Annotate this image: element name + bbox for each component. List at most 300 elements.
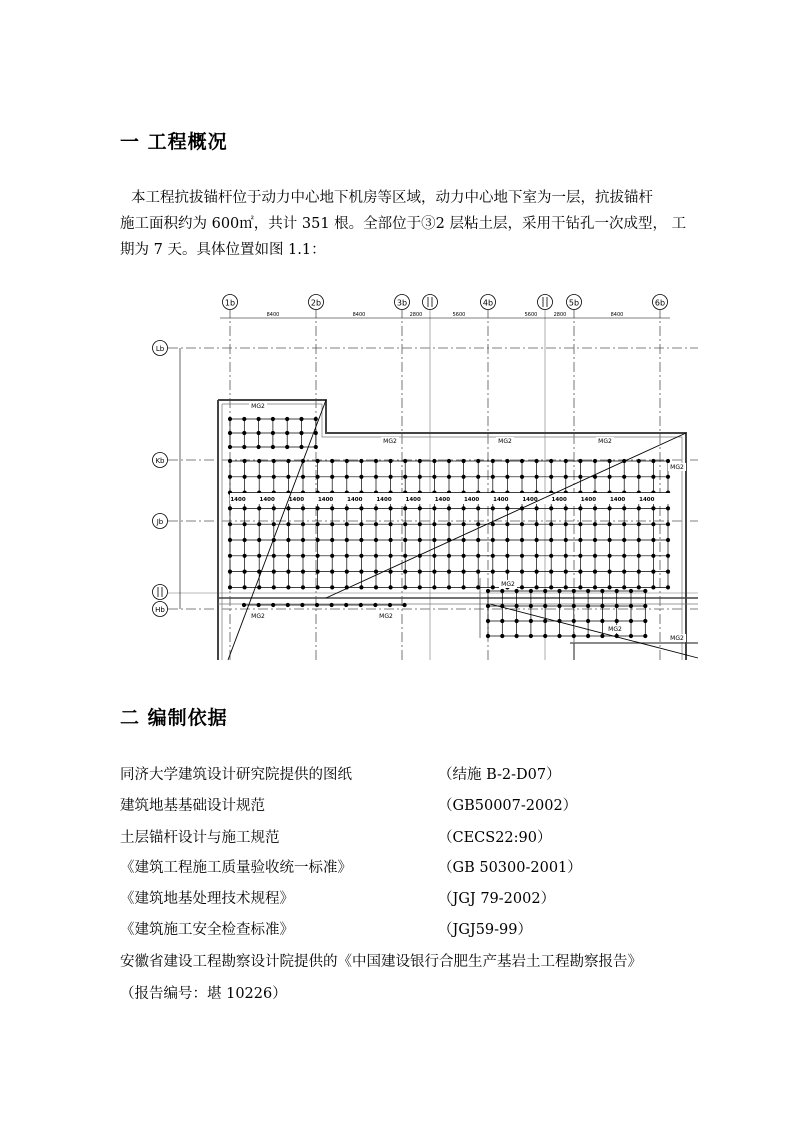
anchor-point	[345, 522, 349, 526]
reference-code: （CECS22:90）	[438, 830, 552, 846]
anchor-point	[418, 475, 422, 479]
anchor-point	[243, 570, 247, 574]
axis-bubble	[153, 585, 168, 600]
anchor-point	[505, 538, 509, 542]
grid-dimension-label: 1400	[288, 497, 305, 503]
anchor-point	[228, 554, 232, 558]
anchor-point	[301, 538, 305, 542]
anchor-point	[608, 585, 612, 589]
anchor-point	[228, 431, 232, 435]
anchor-point	[374, 554, 378, 558]
anchor-point	[257, 538, 261, 542]
anchor-point	[543, 634, 547, 638]
anchor-point	[549, 506, 553, 510]
anchor-point	[359, 585, 363, 589]
axis-label: Lb	[155, 345, 165, 353]
anchor-point	[520, 538, 524, 542]
mg-label: MG2	[608, 626, 622, 633]
plan-svg	[150, 288, 700, 663]
grid-dimension-label: 1400	[639, 497, 655, 503]
anchor-point	[491, 459, 495, 463]
anchor-point	[462, 522, 466, 526]
anchor-point	[515, 634, 519, 638]
anchor-point	[637, 538, 641, 542]
anchor-point	[593, 522, 597, 526]
anchor-point	[476, 475, 480, 479]
anchor-point	[447, 506, 451, 510]
mg-label: MG2	[498, 438, 512, 445]
anchor-point	[593, 538, 597, 542]
report-number: （报告编号：堪 10226）	[120, 986, 287, 1002]
anchor-point	[564, 538, 568, 542]
anchor-point	[316, 538, 320, 542]
anchor-point	[301, 522, 305, 526]
axis-label: 6b	[654, 298, 666, 308]
anchor-point	[316, 459, 320, 463]
anchor-point	[359, 538, 363, 542]
anchor-point	[462, 475, 466, 479]
anchor-point	[491, 570, 495, 574]
anchor-point	[593, 554, 597, 558]
axis-label: Kb	[155, 457, 165, 465]
anchor-point	[272, 522, 276, 526]
anchor-point	[374, 506, 378, 510]
anchor-point	[578, 554, 582, 558]
anchor-point	[286, 603, 290, 607]
intro-line: 期为 7 天。具体位置如图 1.1：	[120, 242, 326, 258]
grid-dimension-label: 1400	[463, 497, 480, 503]
anchor-point	[557, 589, 561, 593]
anchor-point	[651, 554, 655, 558]
mg-label: MG2	[383, 438, 397, 445]
anchor-point	[491, 506, 495, 510]
anchor-point	[615, 604, 619, 608]
anchor-point	[515, 619, 519, 623]
anchor-point	[535, 459, 539, 463]
axis-label: Hb	[155, 606, 165, 614]
anchor-point	[403, 538, 407, 542]
anchor-point	[622, 570, 626, 574]
anchor-point	[491, 522, 495, 526]
anchor-point	[389, 570, 393, 574]
grid-dimension-label: 1400	[580, 497, 597, 503]
dimension-label: 2800	[553, 312, 567, 318]
anchor-point	[316, 475, 320, 479]
grid-dimension-label: 1400	[609, 497, 626, 503]
grid-dimension-label: 1400	[522, 497, 538, 503]
anchor-point	[549, 459, 553, 463]
anchor-point	[243, 522, 247, 526]
anchor-point	[651, 570, 655, 574]
anchor-point	[373, 603, 377, 607]
axis-bubble	[538, 295, 553, 310]
anchor-point	[615, 589, 619, 593]
anchor-point	[359, 475, 363, 479]
anchor-point	[622, 538, 626, 542]
anchor-point	[637, 506, 641, 510]
anchor-point	[301, 570, 305, 574]
anchor-point	[500, 619, 504, 623]
anchor-point	[666, 554, 670, 558]
anchor-point	[301, 475, 305, 479]
section-2-heading: 二 编制依据	[120, 707, 228, 729]
anchor-point	[432, 459, 436, 463]
anchor-point	[243, 459, 247, 463]
anchor-point	[462, 570, 466, 574]
anchor-point	[643, 589, 647, 593]
anchor-point	[286, 538, 290, 542]
anchor-point	[243, 506, 247, 510]
anchor-point	[549, 570, 553, 574]
reference-row	[120, 794, 720, 822]
reference-survey-report: 安徽省建设工程勘察设计院提供的《中国建设银行合肥生产基岩土工程勘察报告》	[120, 954, 642, 970]
anchor-point	[572, 604, 576, 608]
anchor-point	[505, 506, 509, 510]
anchor-point	[600, 619, 604, 623]
anchor-point	[301, 506, 305, 510]
anchor-point	[520, 585, 524, 589]
anchor-point	[330, 459, 334, 463]
anchor-point	[228, 585, 232, 589]
anchor-point	[447, 522, 451, 526]
anchor-point	[228, 506, 232, 510]
anchor-point	[374, 475, 378, 479]
mg-label: MG2	[670, 635, 684, 642]
anchor-point	[491, 475, 495, 479]
anchor-point	[549, 538, 553, 542]
anchor-point	[330, 538, 334, 542]
intro-line: 施工面积约为 600㎡，共计 351 根。全部位于③2 层粘土层，采用干钻孔一次成型， 工	[120, 216, 687, 232]
anchor-point	[637, 459, 641, 463]
anchor-point	[359, 506, 363, 510]
anchor-point	[505, 570, 509, 574]
anchor-point	[447, 585, 451, 589]
anchor-point	[535, 554, 539, 558]
anchor-point	[389, 506, 393, 510]
anchor-point	[403, 506, 407, 510]
anchor-point	[257, 585, 261, 589]
anchor-point	[643, 604, 647, 608]
grid-dimension-label: 1400	[230, 497, 246, 503]
anchor-point	[242, 603, 246, 607]
anchor-point	[543, 619, 547, 623]
anchor-point	[345, 475, 349, 479]
intro-paragraph	[120, 185, 720, 263]
anchor-point	[505, 459, 509, 463]
anchor-point	[316, 585, 320, 589]
anchor-point	[629, 634, 633, 638]
anchor-point	[271, 431, 275, 435]
anchor-point	[666, 475, 670, 479]
anchor-point	[418, 538, 422, 542]
anchor-point	[432, 506, 436, 510]
anchor-point	[228, 445, 232, 449]
anchor-point	[549, 475, 553, 479]
anchor-point	[666, 570, 670, 574]
anchor-point	[535, 570, 539, 574]
grid-dimension-label: 1400	[347, 497, 363, 503]
anchor-point	[403, 475, 407, 479]
anchor-point	[572, 589, 576, 593]
anchor-point	[564, 554, 568, 558]
anchor-point	[535, 538, 539, 542]
anchor-point	[462, 459, 466, 463]
reference-code: （结施 B-2-D07）	[438, 767, 561, 783]
anchor-point	[389, 538, 393, 542]
grid-dimension-label: 1400	[376, 497, 392, 503]
grid-dimension-label: 1400	[259, 497, 275, 503]
anchor-point	[242, 431, 246, 435]
anchor-point	[549, 554, 553, 558]
anchor-point	[359, 459, 363, 463]
anchor-layout-drawing	[150, 288, 700, 663]
anchor-point	[629, 589, 633, 593]
anchor-point	[608, 554, 612, 558]
dimension-label: 5600	[452, 312, 466, 318]
anchor-point	[403, 459, 407, 463]
anchor-point	[403, 554, 407, 558]
anchor-point	[593, 459, 597, 463]
anchor-point	[486, 619, 490, 623]
anchor-point	[243, 538, 247, 542]
anchor-point	[622, 522, 626, 526]
anchor-point	[578, 506, 582, 510]
anchor-point	[257, 417, 261, 421]
anchor-point	[629, 604, 633, 608]
grid-dimension-label: 1400	[317, 497, 334, 503]
anchor-point	[462, 585, 466, 589]
anchor-point	[316, 522, 320, 526]
anchor-point	[272, 506, 276, 510]
reference-row	[120, 763, 720, 791]
anchor-point	[301, 585, 305, 589]
reference-code: （JGJ 79-2002）	[438, 891, 556, 907]
anchor-point	[257, 506, 261, 510]
anchor-point	[491, 554, 495, 558]
anchor-point	[345, 554, 349, 558]
anchor-point	[389, 585, 393, 589]
anchor-point	[529, 634, 533, 638]
anchor-point	[418, 506, 422, 510]
anchor-point	[285, 431, 289, 435]
anchor-point	[228, 538, 232, 542]
anchor-point	[505, 554, 509, 558]
anchor-point	[520, 475, 524, 479]
anchor-point	[330, 570, 334, 574]
anchor-point	[600, 604, 604, 608]
anchor-point	[286, 506, 290, 510]
anchor-point	[359, 603, 363, 607]
anchor-point	[345, 538, 349, 542]
reference-code: （JGJ59-99）	[438, 922, 533, 938]
anchor-point	[447, 570, 451, 574]
anchor-point	[651, 475, 655, 479]
anchor-point	[432, 522, 436, 526]
anchor-point	[593, 585, 597, 589]
anchor-point	[476, 522, 480, 526]
anchor-point	[593, 506, 597, 510]
section-1-heading: 一 工程概况	[120, 131, 228, 153]
anchor-point	[403, 603, 407, 607]
anchor-point	[476, 459, 480, 463]
reference-name: 土层锚杆设计与施工规范	[120, 830, 280, 846]
anchor-point	[301, 554, 305, 558]
anchor-point	[242, 417, 246, 421]
reference-name: 建筑地基基础设计规范	[120, 798, 265, 814]
anchor-point	[330, 506, 334, 510]
anchor-point	[316, 570, 320, 574]
anchor-point	[549, 522, 553, 526]
anchor-point	[272, 585, 276, 589]
anchor-point	[243, 475, 247, 479]
axis-label: 2b	[310, 298, 322, 308]
anchor-point	[564, 506, 568, 510]
anchor-point	[315, 603, 319, 607]
anchor-point	[586, 604, 590, 608]
anchor-point	[608, 522, 612, 526]
mg-label: MG2	[501, 581, 515, 588]
axis-label: 3b	[396, 298, 408, 308]
anchor-point	[389, 459, 393, 463]
anchor-point	[462, 506, 466, 510]
anchor-point	[505, 522, 509, 526]
anchor-point	[578, 538, 582, 542]
anchor-point	[505, 475, 509, 479]
anchor-point	[447, 459, 451, 463]
anchor-point	[374, 522, 378, 526]
grid-dimension-label: 1400	[434, 497, 451, 503]
anchor-point	[535, 506, 539, 510]
anchor-point	[272, 459, 276, 463]
anchor-point	[520, 554, 524, 558]
anchor-point	[345, 506, 349, 510]
reference-name: 同济大学建筑设计研究院提供的图纸	[120, 767, 352, 783]
anchor-point	[432, 585, 436, 589]
anchor-point	[520, 522, 524, 526]
anchor-point	[418, 459, 422, 463]
anchor-point	[418, 570, 422, 574]
anchor-point	[615, 619, 619, 623]
anchor-point	[272, 475, 276, 479]
anchor-point	[500, 634, 504, 638]
anchor-point	[572, 619, 576, 623]
anchor-point	[330, 585, 334, 589]
anchor-point	[666, 459, 670, 463]
anchor-point	[529, 604, 533, 608]
anchor-point	[243, 554, 247, 558]
anchor-point	[432, 554, 436, 558]
anchor-point	[543, 589, 547, 593]
dimension-label: 8400	[352, 312, 366, 318]
anchor-point	[600, 589, 604, 593]
reference-row	[120, 887, 720, 915]
anchor-point	[286, 522, 290, 526]
anchor-point	[344, 603, 348, 607]
mg-label: MG2	[251, 613, 265, 620]
anchor-point	[608, 538, 612, 542]
anchor-point	[486, 589, 490, 593]
anchor-point	[299, 417, 303, 421]
dimension-label: 8400	[266, 312, 280, 318]
anchor-point	[374, 585, 378, 589]
anchor-point	[271, 603, 275, 607]
grid-dimension-label: 1400	[551, 497, 567, 503]
anchor-point	[257, 603, 261, 607]
anchor-point	[330, 522, 334, 526]
anchor-point	[299, 445, 303, 449]
anchor-point	[622, 475, 626, 479]
reference-row	[120, 856, 720, 884]
anchor-point	[535, 585, 539, 589]
anchor-point	[557, 604, 561, 608]
anchor-point	[257, 431, 261, 435]
anchor-point	[403, 585, 407, 589]
anchor-point	[586, 619, 590, 623]
anchor-point	[549, 585, 553, 589]
anchor-point	[330, 603, 334, 607]
anchor-point	[418, 585, 422, 589]
anchor-point	[447, 554, 451, 558]
anchor-point	[666, 506, 670, 510]
reference-row	[120, 826, 720, 854]
anchor-point	[389, 554, 393, 558]
mg-label: MG2	[670, 464, 684, 471]
mg-label: MG2	[379, 613, 393, 620]
anchor-point	[564, 522, 568, 526]
anchor-point	[666, 538, 670, 542]
anchor-point	[500, 589, 504, 593]
reference-row	[120, 918, 720, 946]
anchor-point	[374, 538, 378, 542]
anchor-point	[666, 522, 670, 526]
anchor-point	[520, 570, 524, 574]
grid-dimension-label: 1400	[493, 497, 509, 503]
anchor-point	[608, 475, 612, 479]
anchor-point	[651, 459, 655, 463]
anchor-point	[257, 459, 261, 463]
anchor-point	[228, 475, 232, 479]
anchor-point	[486, 604, 490, 608]
anchor-point	[535, 522, 539, 526]
anchor-point	[359, 554, 363, 558]
anchor-point	[637, 522, 641, 526]
anchor-point	[257, 445, 261, 449]
anchor-point	[272, 570, 276, 574]
anchor-point	[257, 554, 261, 558]
anchor-point	[228, 417, 232, 421]
anchor-point	[586, 634, 590, 638]
anchor-point	[432, 538, 436, 542]
anchor-point	[476, 538, 480, 542]
anchor-point	[228, 459, 232, 463]
anchor-point	[608, 506, 612, 510]
reference-name: 《建筑施工安全检查标准》	[120, 922, 294, 938]
anchor-grid	[228, 459, 670, 590]
axis-label: 1b	[224, 298, 236, 308]
section-line	[490, 604, 698, 658]
axis-label: 4b	[482, 298, 494, 308]
axis-label: 5b	[568, 298, 580, 308]
anchor-point	[578, 570, 582, 574]
anchor-point	[359, 522, 363, 526]
anchor-point	[389, 522, 393, 526]
anchor-point	[578, 585, 582, 589]
anchor-point	[359, 570, 363, 574]
anchor-point	[629, 619, 633, 623]
anchor-point	[286, 570, 290, 574]
anchor-point	[271, 417, 275, 421]
section-line	[326, 433, 686, 598]
